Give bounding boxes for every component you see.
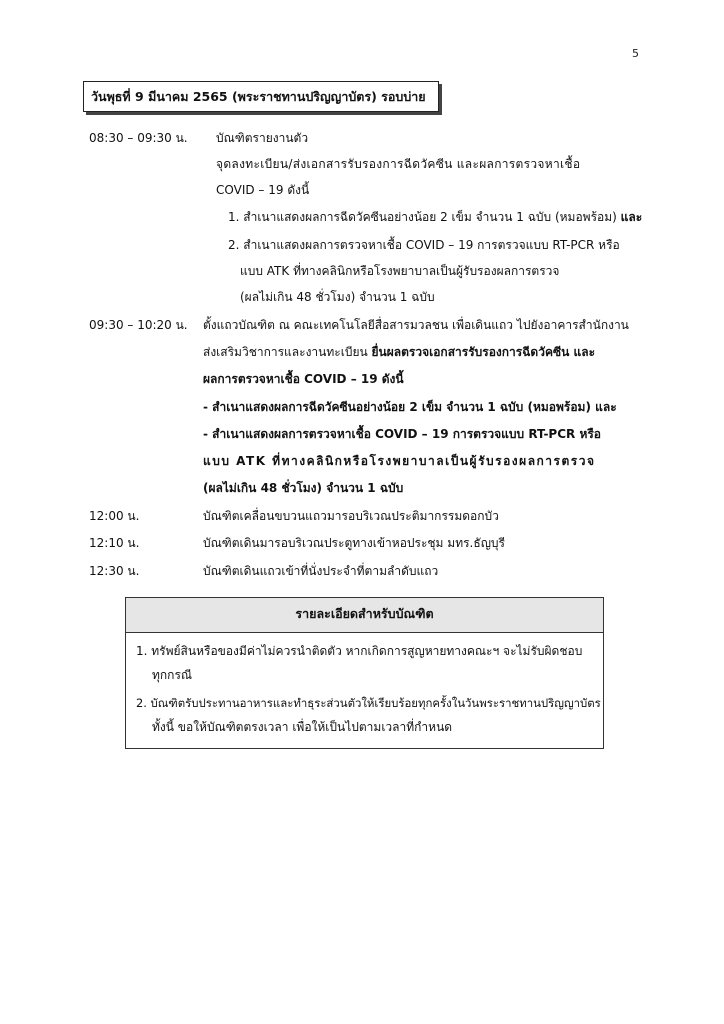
schedule-time-3: 12:00 น. [89,509,140,523]
header-box [83,81,439,112]
schedule-s2-line6: แบบ ATK ที่ทางคลินิกหรือโรงพยาบาลเป็นผู้รับรองผลการตรวจ [203,454,596,468]
schedule-s1-item2-line2: แบบ ATK ที่ทางคลินิกหรือโรงพยาบาลเป็นผู้รับรองผลการตรวจ [240,264,560,278]
details-box [125,597,604,749]
schedule-s3-text: บัณฑิตเคลื่อนขบวนแถวมารอบริเวณประติมากรรมดอกบัว [203,509,499,523]
schedule-s1-line2: จุดลงทะเบียน/ส่งเอกสารรับรองการฉีดวัคซีน และผลการตรวจหาเชื้อ [216,157,581,171]
schedule-s1-line1: บัณฑิตรายงานตัว [216,131,309,145]
schedule-s2-line3: ผลการตรวจหาเชื้อ COVID – 19 ดังนี้ [203,372,404,386]
schedule-s1-item1-text: 1. สำเนาแสดงผลการฉีดวัคซีนอย่างน้อย 2 เข็ม จำนวน 1 ฉบับ (หมอพร้อม) [228,210,617,224]
details-heading: รายละเอียดสำหรับบัณฑิต [126,598,603,633]
schedule-time-1: 08:30 – 09:30 น. [89,131,188,145]
schedule-time-2: 09:30 – 10:20 น. [89,318,188,332]
schedule-s1-item2-line1: 2. สำเนาแสดงผลการตรวจหาเชื้อ COVID – 19 การตรวจแบบ RT-PCR หรือ [228,238,620,252]
page-number: 5 [632,47,639,60]
details-item1-line2: ทุกกรณี [152,668,193,682]
schedule-s4-text: บัณฑิตเดินมารอบริเวณประตูทางเข้าหอประชุม มทร.ธัญบุรี [203,536,505,550]
schedule-s2-line7: (ผลไม่เกิน 48 ชั่วโมง) จำนวน 1 ฉบับ [203,481,404,495]
schedule-s2-line2 [203,342,595,362]
schedule-s1-item1-bold: และ [620,210,643,224]
details-item2-line2: ทั้งนี้ ขอให้บัณฑิตตรงเวลา เพื่อให้เป็นไปตามเวลาที่กำหนด [152,720,453,734]
schedule-s2-line2-normal: ส่งเสริมวิชาการและงานทะเบียน [203,345,372,359]
schedule-s1-item2-line3: (ผลไม่เกิน 48 ชั่วโมง) จำนวน 1 ฉบับ [240,290,435,304]
schedule-s2-line4: - สำเนาแสดงผลการฉีดวัคซีนอย่างน้อย 2 เข็ม จำนวน 1 ฉบับ (หมอพร้อม) และ [203,400,617,414]
schedule-s1-line3: COVID – 19 ดังนี้ [216,183,310,197]
header-title: วันพุธที่ 9 มีนาคม 2565 (พระราชทานปริญญาบัตร) รอบบ่าย [91,89,426,104]
schedule-s2-line5: - สำเนาแสดงผลการตรวจหาเชื้อ COVID – 19 การตรวจแบบ RT-PCR หรือ [203,427,602,441]
schedule-s5-text: บัณฑิตเดินแถวเข้าที่นั่งประจำที่ตามลำดับแถว [203,564,439,578]
schedule-time-5: 12:30 น. [89,564,140,578]
schedule-s1-item1 [228,207,642,227]
schedule-s2-line1: ตั้งแถวบัณฑิต ณ คณะเทคโนโลยีสื่อสารมวลชน เพื่อเดินแถว ไปยังอาคารสำนักงาน [203,318,629,332]
details-item2-line1: 2. บัณฑิตรับประทานอาหารและทำธุระส่วนตัวให้เรียบร้อยทุกครั้งในวันพระราชทานปริญญาบัตร [136,696,601,710]
details-item1-line1: 1. ทรัพย์สินหรือของมีค่าไม่ควรนำติดตัว หากเกิดการสูญหายทางคณะฯ จะไม่รับผิดชอบ [136,644,583,658]
schedule-time-4: 12:10 น. [89,536,140,550]
schedule-s2-line2-bold: ยื่นผลตรวจเอกสารรับรองการฉีดวัคซีน และ [371,345,596,359]
